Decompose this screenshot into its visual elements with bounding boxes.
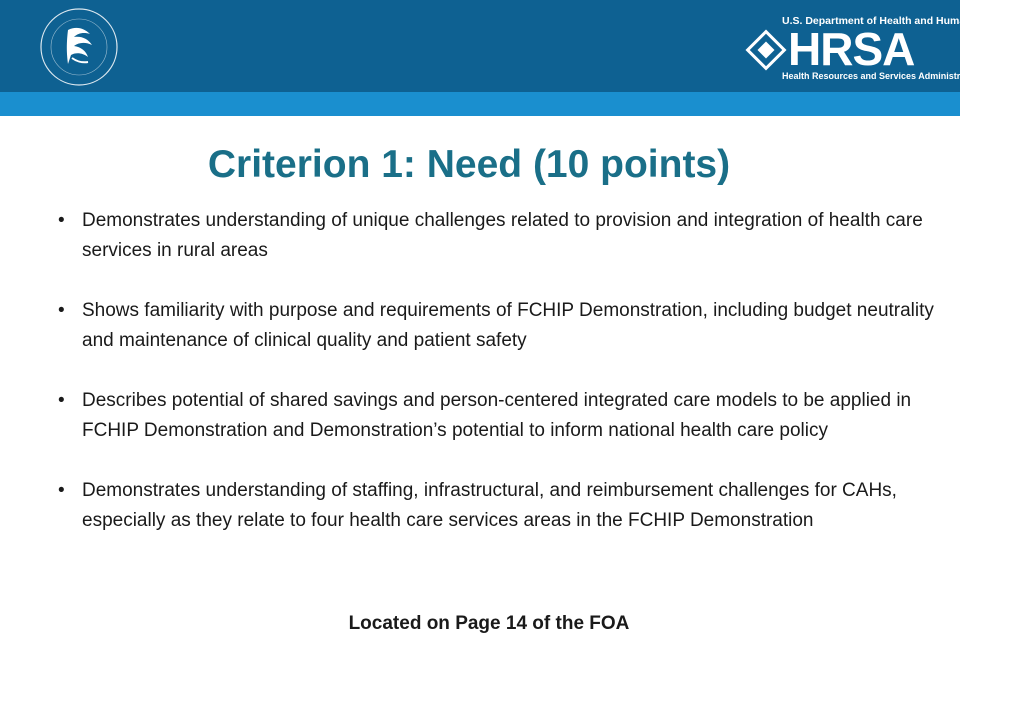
bullet-item [56,296,936,356]
hrsa-department-text: U.S. Department of Health and Human Services [782,15,1018,27]
hhs-eagle-seal-icon [38,6,120,88]
bullet-text: Demonstrates understanding of unique challenges related to provision and integration of health care services in rural areas [82,210,923,261]
bullet-text: Shows familiarity with purpose and requirements of FCHIP Demonstration, including budget neutrality and maintenance of clinical quality and patient safety [82,300,934,351]
slide-title: Criterion 1: Need (10 points) [207,143,731,186]
bullet-item [56,386,936,446]
bullet-marker: • [58,210,65,231]
header-stripe [0,92,960,116]
hrsa-subtitle-text: Health Resources and Services Administration [782,71,982,81]
bullet-list [56,206,936,566]
bullet-marker: • [58,480,65,501]
bullet-item [56,476,936,536]
bullet-marker: • [58,300,65,321]
hrsa-wordmark: HRSA [788,23,915,75]
bullet-item [56,206,936,266]
page-reference-note: Located on Page 14 of the FOA [348,613,630,634]
bullet-text: Demonstrates understanding of staffing, infrastructural, and reimbursement challenges for CAHs, especially as they relate to four health care services areas in the FCHIP Demonstration [82,480,897,531]
header-bar [0,0,1018,92]
bullet-text: Describes potential of shared savings and person-centered integrated care models to be applied in FCHIP Demonstration and Demonstration’s potential to inform national health care policy [82,390,912,441]
bullet-marker: • [58,390,65,411]
